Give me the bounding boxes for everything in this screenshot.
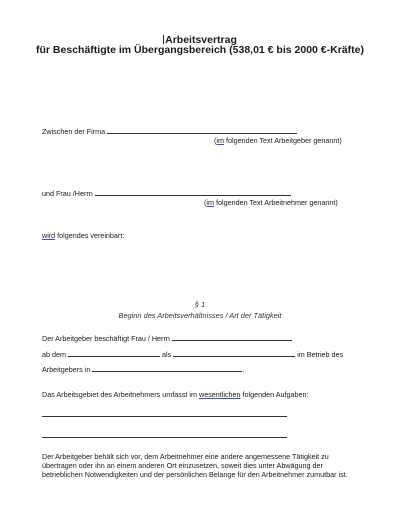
task-field-2[interactable]: [42, 437, 287, 438]
title-line-1: Arbeitsvertrag: [165, 34, 237, 46]
agreement-word: wird: [42, 231, 56, 240]
section-heading: Beginn des Arbeitsverhältnisses / Art der Tätigkeit: [118, 311, 282, 320]
start-date-line: ab dem als im Betrieb des: [42, 350, 344, 359]
task-field-1[interactable]: [42, 416, 287, 417]
employee-note: (im folgenden Text Arbeitnehmer genannt): [204, 198, 338, 207]
employee-name-field[interactable]: [95, 188, 291, 196]
document-subtitle: für Beschäftigte im Übergangsbereich (538,01 € bis 2000 €-Kräfte): [36, 44, 364, 56]
tasks-link: wesentlichen: [199, 390, 241, 399]
reserve-paragraph: Der Arbeitgeber behält sich vor, dem Arbeitnehmer eine andere angemessene Tätigkeit zu übertragen oder ihn an einem anderen Ort einzusetzen, soweit dies unter Abwägung der betrieblichen Notwendigkeiten und der persönlichen Belange für den Arbeitnehmer zumutbar ist.: [42, 452, 348, 480]
employs-line: Der Arbeitgeber beschäftigt Frau / Herrn: [42, 333, 292, 343]
employer-line: [42, 126, 297, 136]
agreement-line: wird folgendes vereinbart:: [42, 231, 125, 240]
location-line: Arbeitgebers in .: [42, 365, 245, 374]
employee-field[interactable]: [172, 333, 292, 341]
employee-label: und Frau /Herrn: [42, 189, 93, 198]
start-date-field[interactable]: [68, 349, 160, 357]
employee-line: [42, 188, 291, 198]
text-cursor: [163, 35, 164, 44]
employee-note-link: im: [206, 198, 214, 207]
employer-name-field[interactable]: [107, 126, 297, 134]
employer-note-link: im: [216, 136, 224, 145]
employer-label: Zwischen der Firma: [42, 127, 106, 136]
tasks-line: Das Arbeitsgebiet des Arbeitnehmers umfasst im wesentlichen folgenden Aufgaben:: [42, 390, 309, 399]
employer-note: (im folgenden Text Arbeitgeber genannt): [214, 136, 342, 145]
location-field[interactable]: [92, 364, 242, 372]
job-title-field[interactable]: [173, 349, 295, 357]
section-number: § 1: [194, 300, 206, 309]
